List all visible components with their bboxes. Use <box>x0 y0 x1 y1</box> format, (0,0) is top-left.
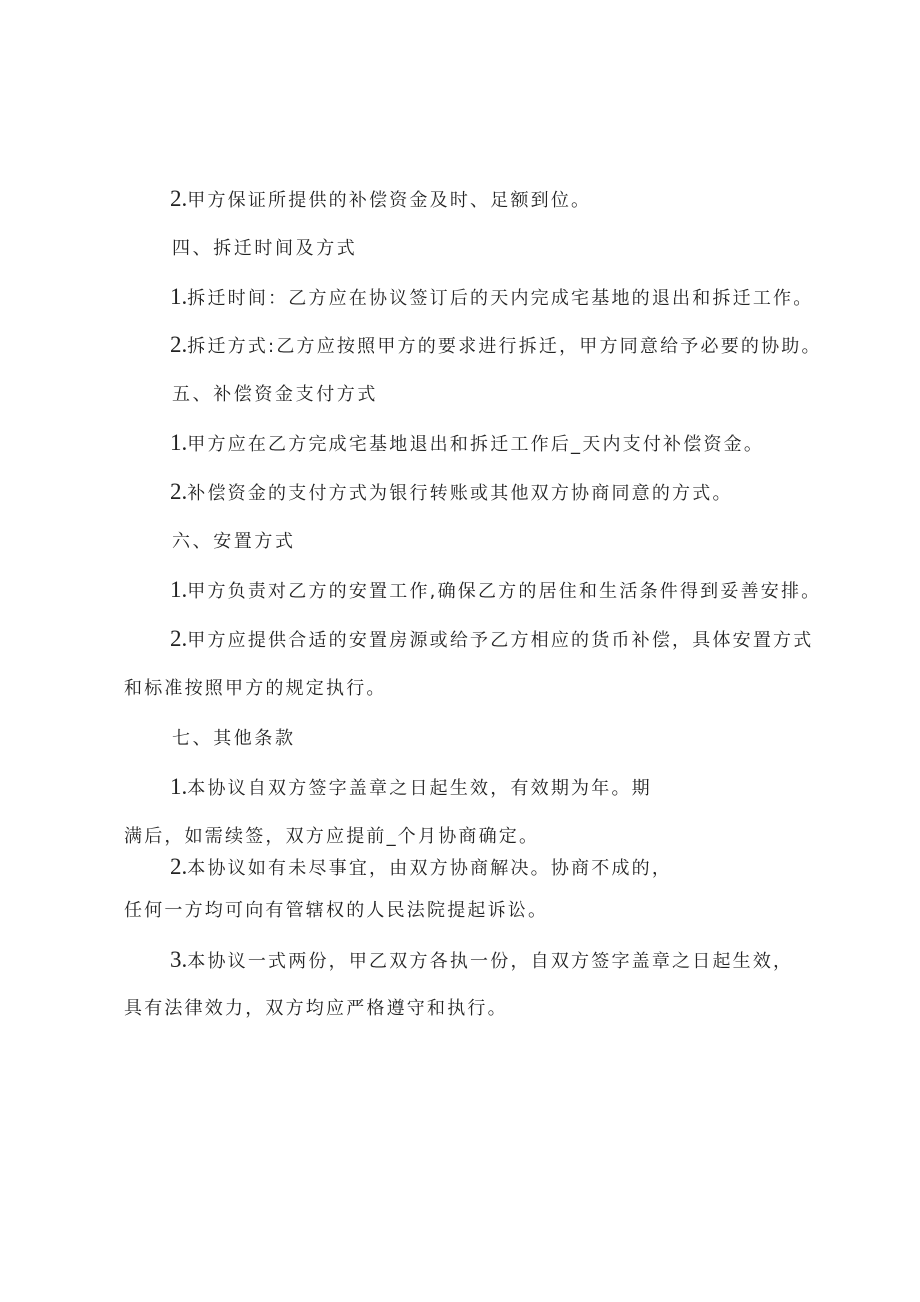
clause-number: 1. <box>170 430 188 455</box>
section-heading-text: 四、拆迁时间及方式 <box>172 238 358 259</box>
section-heading-text: 五、补偿资金支付方式 <box>172 384 378 405</box>
clause-number: 2. <box>170 479 188 504</box>
clause-copies <box>170 947 793 975</box>
clause-text: 甲方负责对乙方的安置工作,确保乙方的居住和生活条件得到妥善安排。 <box>187 581 822 602</box>
clause-text: 本协议自双方签字盖章之日起生效，有效期为年。期 <box>187 778 652 799</box>
clause-number: 1. <box>170 284 188 309</box>
clause-payment-method <box>170 479 733 507</box>
clause-payment-deadline <box>170 430 764 458</box>
clause-dispute-resolution <box>170 854 672 882</box>
clause-funds-guarantee <box>170 186 591 214</box>
clause-text: 甲方保证所提供的补偿资金及时、足额到位。 <box>187 190 592 211</box>
clause-text: 甲方应在乙方完成宅基地退出和拆迁工作后_天内支付补偿资金。 <box>187 434 765 455</box>
clause-number: 2. <box>170 626 188 651</box>
clause-number: 3. <box>170 947 188 972</box>
clause-text: 满后，如需续签，双方应提前_个月协商确定。 <box>124 826 540 847</box>
clause-resettlement-duty <box>170 577 821 605</box>
clause-effective-date-cont <box>124 824 539 850</box>
clause-text: 具有法律效力，双方均应严格遵守和执行。 <box>124 998 508 1019</box>
section-heading-4 <box>172 236 357 262</box>
clause-text: 和标准按照甲方的规定执行。 <box>124 678 387 699</box>
clause-demolition-method <box>170 332 822 360</box>
clause-text: 本协议如有未尽事宜，由双方协商解决。协商不成的， <box>187 858 673 879</box>
section-heading-text: 七、其他条款 <box>172 728 296 749</box>
clause-text: 拆迁方式:乙方应按照甲方的要求进行拆迁，甲方同意给予必要的协助。 <box>187 336 822 357</box>
clause-number: 2. <box>170 332 188 357</box>
clause-number: 2. <box>170 854 188 879</box>
clause-number: 2. <box>170 186 188 211</box>
clause-demolition-time <box>170 284 813 312</box>
section-heading-text: 六、安置方式 <box>172 531 296 552</box>
clause-effective-date <box>170 774 652 802</box>
clause-dispute-resolution-cont <box>124 898 548 924</box>
clause-text: 本协议一式两份，甲乙双方各执一份，自双方签字盖章之日起生效， <box>187 951 794 972</box>
clause-text: 拆迁时间：乙方应在协议签订后的天内完成宅基地的退出和拆迁工作。 <box>187 288 814 309</box>
section-heading-6 <box>172 529 296 555</box>
clause-resettlement-housing-cont <box>124 676 387 702</box>
clause-resettlement-housing <box>170 626 813 654</box>
clause-number: 1. <box>170 577 188 602</box>
clause-number: 1. <box>170 774 188 799</box>
clause-text: 甲方应提供合适的安置房源或给予乙方相应的货币补偿，具体安置方式 <box>187 630 814 651</box>
section-heading-5 <box>172 382 378 408</box>
section-heading-7 <box>172 726 296 752</box>
clause-text: 任何一方均可向有管辖权的人民法院提起诉讼。 <box>124 900 549 921</box>
clause-copies-cont <box>124 996 508 1022</box>
clause-text: 补偿资金的支付方式为银行转账或其他双方协商同意的方式。 <box>187 483 733 504</box>
